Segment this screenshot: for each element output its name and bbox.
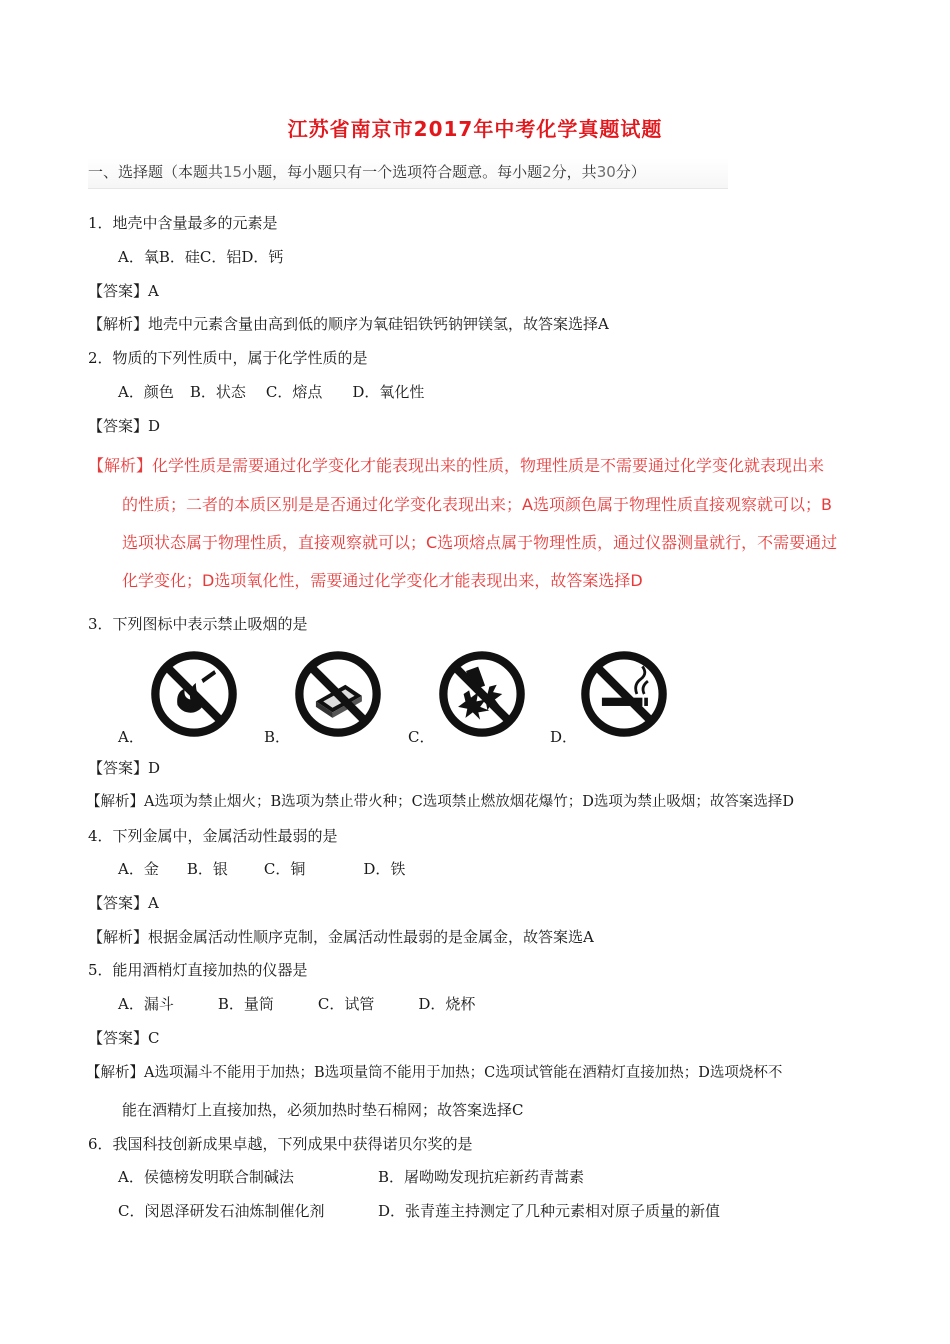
q4-option-c: C．铜 <box>263 860 306 878</box>
q4-option-b: B．银 <box>186 860 228 878</box>
q3-label-a: A． <box>118 728 144 746</box>
q4-option-a: A．金 <box>118 860 159 878</box>
q2-answer: 【答案】D <box>88 417 161 435</box>
section-count: 15 <box>223 163 243 181</box>
q5-option-b: B．量筒 <box>217 995 274 1013</box>
q6-option-d: D．张青莲主持测定了几种元素相对原子质量的新值 <box>378 1202 721 1220</box>
q3-label-c: C． <box>408 728 435 746</box>
page-title: 江苏省南京市2017年中考化学真题试题 <box>287 117 663 141</box>
q4-option-d: D．铁 <box>363 860 406 878</box>
q5-option-a: A．漏斗 <box>118 995 174 1013</box>
section-prefix: 一、选择题（本题共 <box>88 163 224 181</box>
q1-stem: 1．地壳中含量最多的元素是 <box>88 214 278 232</box>
q1-analysis: 【解析】地壳中元素含量由高到低的顺序为氧硅铝铁钙钠钾镁氢，故答案选择A <box>88 315 609 333</box>
q5-option-d: D．烧杯 <box>418 995 476 1013</box>
section-mid2: 分，共 <box>551 163 597 181</box>
q2-options <box>118 381 424 403</box>
q4-answer: 【答案】A <box>88 894 159 912</box>
q6-option-c: C．闵恩泽研发石油炼制催化剂 <box>118 1202 325 1220</box>
section-suffix: 分） <box>615 163 646 181</box>
section-points: 2 <box>542 163 552 181</box>
q3-stem: 3．下列图标中表示禁止吸烟的是 <box>88 615 308 633</box>
q5-options <box>118 993 475 1015</box>
q5-option-c: C．试管 <box>317 995 375 1013</box>
section-header <box>88 158 728 189</box>
q4-options <box>118 858 405 880</box>
q3-label-d: D． <box>550 728 578 746</box>
q3-answer: 【答案】D <box>88 759 161 777</box>
q2-option-a: A．颜色 <box>118 383 174 401</box>
q4-stem: 4．下列金属中，金属活动性最弱的是 <box>88 827 338 845</box>
q3-analysis: 【解析】A选项为禁止烟火；B选项为禁止带火种；C选项禁止燃放烟花爆竹；D选项为禁止吸烟；故答案选择D <box>86 794 794 810</box>
q6-option-a: A．侯德榜发明联合制碱法 <box>118 1168 294 1186</box>
q5-answer: 【答案】C <box>88 1029 160 1047</box>
section-total: 30 <box>596 163 616 181</box>
q6-option-b: B．屠呦呦发现抗疟新药青蒿素 <box>378 1168 585 1186</box>
no-matches-icon <box>292 648 384 740</box>
q2-analysis-line1: 【解析】化学性质是需要通过化学变化才能表现出来的性质，物理性质是不需要通过化学变化就表现出来 <box>88 456 825 475</box>
q3-label-b: B． <box>264 728 291 746</box>
q1-options: A．氧B．硅C．铝D．钙 <box>118 248 284 266</box>
q2-option-d: D．氧化性 <box>352 383 425 401</box>
q5-analysis-line2: 能在酒精灯上直接加热，必须加热时垫石棉网；故答案选择C <box>122 1101 524 1119</box>
section-mid1: 小题，每小题只有一个选项符合题意。每小题 <box>242 163 543 181</box>
no-smoking-icon <box>578 648 670 740</box>
q2-analysis-line2: 的性质；二者的本质区别是是否通过化学变化表现出来；A选项颜色属于物理性质直接观察就可以；B <box>122 495 832 514</box>
q6-stem: 6．我国科技创新成果卓越，下列成果中获得诺贝尔奖的是 <box>88 1135 473 1153</box>
q2-option-b: B．状态 <box>189 383 246 401</box>
no-fireworks-icon <box>148 648 240 740</box>
q2-analysis-line3: 选项状态属于物理性质，直接观察就可以；C选项熔点属于物理性质，通过仪器测量就行，不需要通过 <box>122 533 838 552</box>
q2-stem: 2．物质的下列性质中，属于化学性质的是 <box>88 349 368 367</box>
q2-option-c: C．熔点 <box>265 383 323 401</box>
q5-analysis-line1: 【解析】A选项漏斗不能用于加热；B选项量筒不能用于加热；C选项试管能在酒精灯直接加热；D选项烧杯不 <box>86 1065 783 1081</box>
no-firecrackers-icon <box>436 648 528 740</box>
q2-analysis-line4: 化学变化；D选项氧化性，需要通过化学变化才能表现出来，故答案选择D <box>122 571 643 590</box>
q1-answer: 【答案】A <box>88 282 159 300</box>
q4-analysis: 【解析】根据金属活动性顺序克制，金属活动性最弱的是金属金，故答案选A <box>88 928 594 946</box>
q5-stem: 5．能用酒梢灯直接加热的仪器是 <box>88 961 308 979</box>
q3-sign-options <box>118 648 678 748</box>
